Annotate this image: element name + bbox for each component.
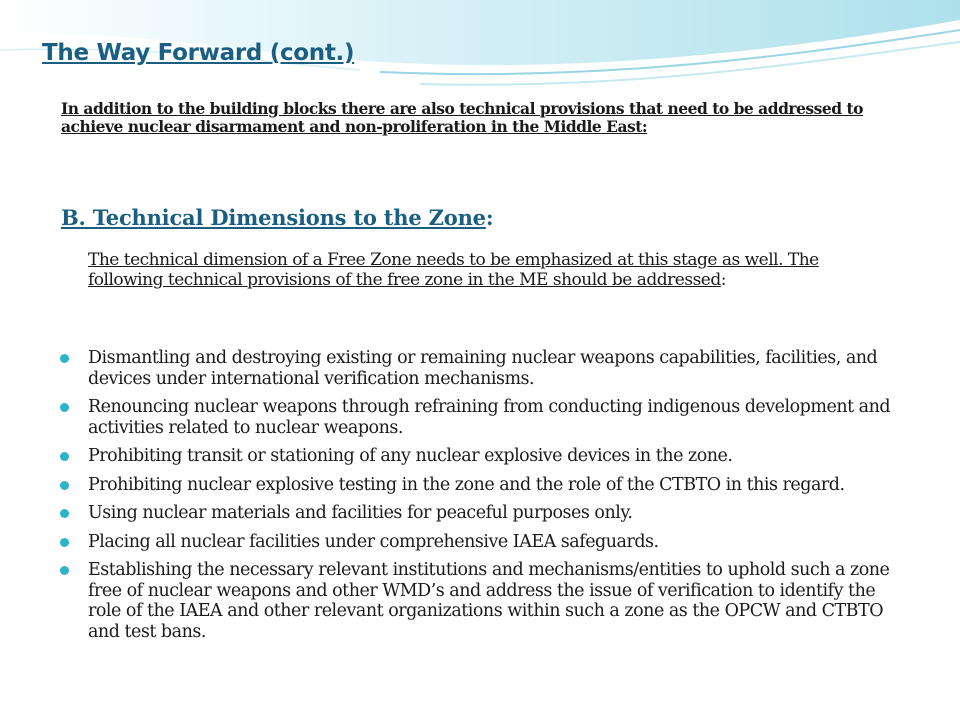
slide-title: The Way Forward (cont.) [42,40,355,66]
list-item [88,446,898,467]
section-heading-text: B. Technical Dimensions to the Zone [61,205,486,230]
section-paragraph-text: The technical dimension of a Free Zone needs to be emphasized at this stage as well. The following technical provisions of the free zone in the ME should be addressed [88,250,819,290]
bullet-dot-icon [60,403,69,412]
list-item [88,348,898,389]
list-item-text: Prohibiting nuclear explosive testing in the zone and the role of the CTBTO in this regard. [88,474,845,495]
list-item [88,560,898,642]
list-item-text: Placing all nuclear facilities under comprehensive IAEA safeguards. [88,531,659,552]
bullet-dot-icon [60,566,69,575]
list-item [88,532,898,553]
list-item-text: Dismantling and destroying existing or remaining nuclear weapons capabilities, facilities, and devices under international verification mechanisms. [88,348,878,389]
provisions-list [88,348,898,650]
bullet-dot-icon [60,354,69,363]
list-item-text: Renouncing nuclear weapons through refraining from conducting indigenous development and activities related to nuclear weapons. [88,397,891,438]
bullet-dot-icon [60,509,69,518]
list-item-text: Prohibiting transit or stationing of any nuclear explosive devices in the zone. [88,446,733,466]
bullet-dot-icon [60,538,69,547]
list-item [88,397,898,438]
bullet-dot-icon [60,481,69,490]
section-heading-colon: : [485,205,494,230]
list-item [88,475,898,496]
bullet-dot-icon [60,452,69,461]
intro-text: In addition to the building blocks there are also technical provisions that need to be addressed to achieve nuclear disarmament and non-proliferation in the Middle East: [61,99,863,136]
section-paragraph-colon: : [720,270,726,290]
section-heading [61,205,493,230]
section-paragraph [88,250,888,290]
list-item-text: Establishing the necessary relevant institutions and mechanisms/entities to uphold such a zone free of nuclear weapons and other WMD’s and address the issue of verification to identify the role of the IAEA and other relevant organizations within such a zone as the OPCW and CTBTO and test bans. [88,560,890,642]
list-item [88,503,898,524]
list-item-text: Using nuclear materials and facilities for peaceful purposes only. [88,503,633,523]
